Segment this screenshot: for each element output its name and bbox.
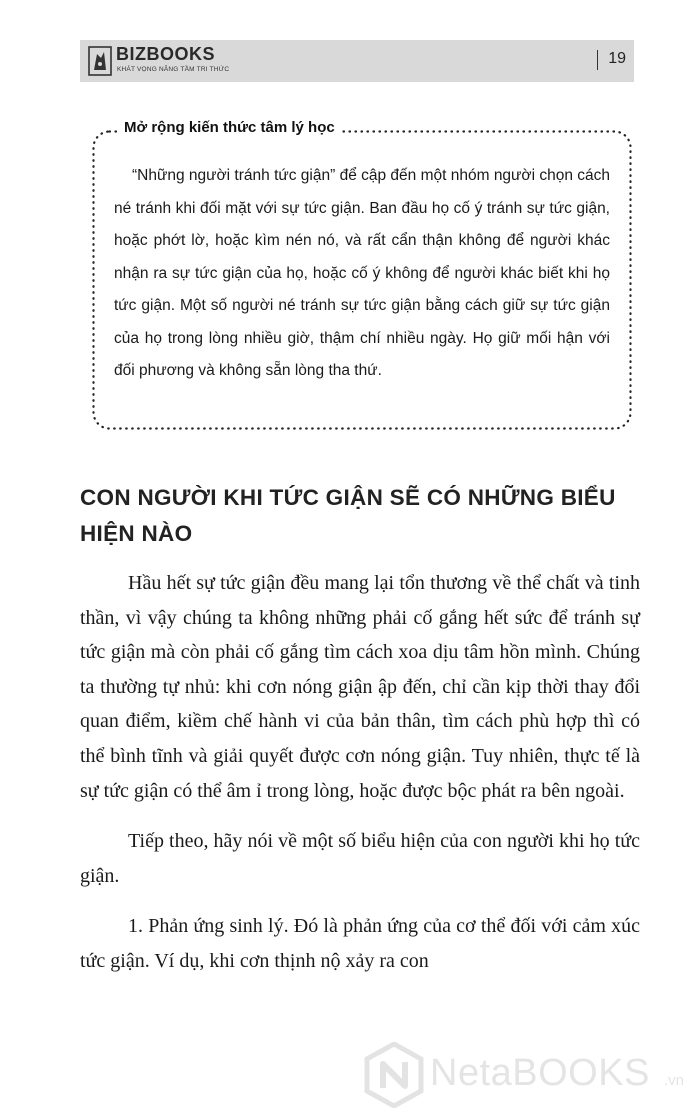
sidebar-box	[92, 119, 632, 430]
watermark	[364, 1042, 694, 1112]
paragraph: Tiếp theo, hãy nói về một số biểu hiện của con người khi họ tức giận.	[80, 830, 640, 887]
page-header	[80, 40, 634, 82]
paragraph: 1. Phản ứng sinh lý. Đó là phản ứng của cơ thể đối với cảm xúc tức giận. Ví dụ, khi cơn thịnh nộ xảy ra con	[80, 915, 640, 972]
brand-tagline: KHÁT VỌNG NÂNG TẦM TRI THỨC	[117, 66, 230, 73]
page-number: 19	[608, 50, 626, 67]
paragraph: Hầu hết sự tức giận đều mang lại tổn thương về thể chất và tinh thần, vì vậy chúng ta không những phải cố gắng hết sức để tránh sự tức giận mà còn phải cố gắng tìm cách xoa dịu tâm hồn mình. Chúng ta thường tự nhủ: khi cơn nóng giận ập đến, chỉ cần kịp thời thay đổi quan điểm, kiềm chế hành vi của bản thân, tìm cách phù hợp thì có thể bình tĩnh và giải quyết được cơn nóng giận. Tuy nhiên, thực tế là sự tức giận có thể âm ỉ trong lòng, hoặc được bộc phát ra bên ngoài.	[80, 572, 640, 802]
box-title: Mở rộng kiến thức tâm lý học	[118, 119, 341, 136]
page-number-divider	[597, 50, 598, 70]
brand-name: BIZBOOKS	[116, 44, 216, 64]
body-text	[80, 566, 640, 995]
bizbooks-logo-icon	[88, 46, 112, 76]
section-heading: CON NGƯỜI KHI TỨC GIẬN SẼ CÓ NHỮNG BIỂU HIỆN NÀO	[80, 485, 616, 546]
box-text: “Những người tránh tức giận” để cập đến một nhóm người chọn cách né tránh khi đối mặt với sự tức giận. Ban đầu họ cố ý tránh sự tức giận, hoặc phớt lờ, hoặc kìm nén nó, và rất cẩn thận không để người khác nhận ra sự tức giận của họ, hoặc cố ý không để người khác biết khi họ tức giận. Một số người né tránh sự tức giận bằng cách giữ sự tức giận của họ trong lòng nhiều giờ, thậm chí nhiều ngày. Họ giữ mối hận với đối phương và không sẵn lòng tha thứ.	[114, 167, 611, 379]
netabooks-logo-icon	[364, 1042, 424, 1108]
watermark-text: NetaBOOKS	[430, 1052, 650, 1094]
watermark-suffix: .vn	[664, 1072, 685, 1089]
